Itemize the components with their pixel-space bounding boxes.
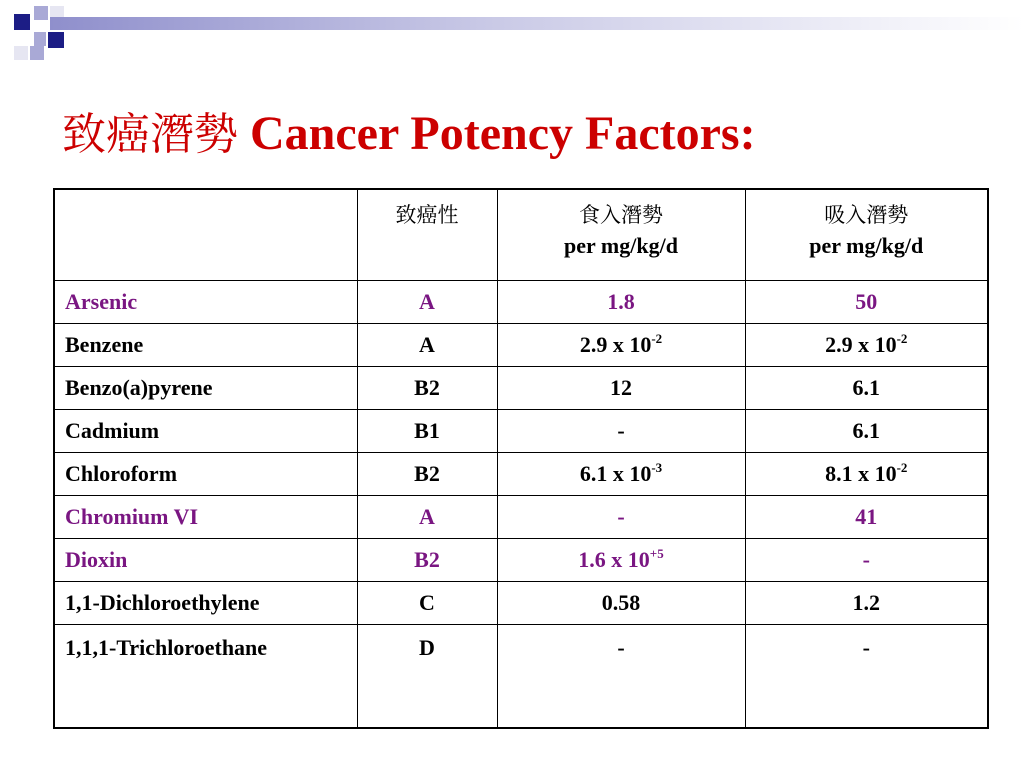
value-base: 50 (855, 289, 878, 314)
cancer-class: A (357, 281, 497, 324)
value-base: 1.2 (852, 590, 880, 615)
value-base: 41 (855, 504, 878, 529)
oral-value (497, 539, 745, 582)
oral-value (497, 496, 745, 539)
inhalation-value (745, 582, 988, 625)
value-base: - (862, 635, 870, 660)
lavender-square (34, 32, 46, 46)
potency-table (53, 188, 989, 729)
header-classification (357, 189, 497, 281)
cancer-class: B1 (357, 410, 497, 453)
slide-title (62, 98, 756, 162)
chemical-name: Chromium VI (54, 496, 357, 539)
value-base: 2.9 x 10 (579, 332, 652, 357)
chemical-name: Dioxin (54, 539, 357, 582)
header-label: 吸入潛勢 (824, 203, 909, 227)
table-row (54, 324, 988, 367)
header-label: 致癌性 (395, 203, 459, 227)
header-inhalation-potency (745, 189, 988, 281)
inhalation-value (745, 453, 988, 496)
value-base: 1.8 (607, 289, 635, 314)
cancer-class: D (357, 625, 497, 729)
inhalation-value (745, 496, 988, 539)
chemical-name: Benzene (54, 324, 357, 367)
inhalation-value (745, 367, 988, 410)
value-exponent: -2 (651, 331, 663, 346)
table-row (54, 539, 988, 582)
inhalation-value (745, 324, 988, 367)
cancer-class: B2 (357, 539, 497, 582)
table-row (54, 410, 988, 453)
header-bar (50, 17, 1024, 30)
cancer-class: A (357, 324, 497, 367)
table-row (54, 496, 988, 539)
oral-value (497, 453, 745, 496)
chemical-name: Chloroform (54, 453, 357, 496)
oral-value (497, 582, 745, 625)
cancer-class: C (357, 582, 497, 625)
pale-square (14, 46, 28, 60)
inhalation-value (745, 539, 988, 582)
value-base: 12 (610, 375, 632, 400)
value-exponent: +5 (649, 546, 664, 561)
value-base: - (617, 504, 625, 529)
value-base: 6.1 x 10 (579, 461, 652, 486)
value-exponent: -2 (896, 331, 908, 346)
value-base: 6.1 (852, 375, 880, 400)
inhalation-value (745, 281, 988, 324)
header-blank (54, 189, 357, 281)
inhalation-value (745, 410, 988, 453)
value-base: 8.1 x 10 (825, 461, 897, 486)
value-base: - (617, 635, 625, 660)
header-label: 食入潛勢 (579, 203, 663, 227)
value-exponent: -2 (896, 460, 908, 475)
table-row (54, 582, 988, 625)
value-base: 1.6 x 10 (578, 547, 650, 572)
header-unit: per mg/kg/d (809, 233, 924, 258)
value-exponent: -3 (651, 460, 663, 475)
chemical-name: Arsenic (54, 281, 357, 324)
value-base: - (617, 418, 625, 443)
value-base: 0.58 (601, 590, 641, 615)
table-row (54, 281, 988, 324)
oral-value (497, 281, 745, 324)
chemical-name: 1,1-Dichloroethylene (54, 582, 357, 625)
oral-value (497, 410, 745, 453)
cancer-class: B2 (357, 453, 497, 496)
lavender-square (30, 46, 44, 60)
table-row (54, 367, 988, 410)
chemical-name: Cadmium (54, 410, 357, 453)
header-unit: per mg/kg/d (564, 233, 678, 258)
cancer-class: B2 (357, 367, 497, 410)
oral-value (497, 367, 745, 410)
navy-square (48, 32, 64, 48)
cancer-class: A (357, 496, 497, 539)
oral-value (497, 324, 745, 367)
table-row (54, 625, 988, 729)
title-chinese: 致癌潛勢 (62, 109, 238, 160)
navy-square (14, 14, 30, 30)
chemical-name: 1,1,1-Trichloroethane (54, 625, 357, 729)
table-row (54, 453, 988, 496)
header-row (54, 189, 988, 281)
value-base: - (862, 547, 870, 572)
header-oral-potency (497, 189, 745, 281)
lavender-square (34, 6, 48, 20)
title-english: Cancer Potency Factors: (250, 107, 756, 160)
value-base: 2.9 x 10 (825, 332, 897, 357)
oral-value (497, 625, 745, 729)
value-base: 6.1 (852, 418, 880, 443)
chemical-name: Benzo(a)pyrene (54, 367, 357, 410)
inhalation-value (745, 625, 988, 729)
